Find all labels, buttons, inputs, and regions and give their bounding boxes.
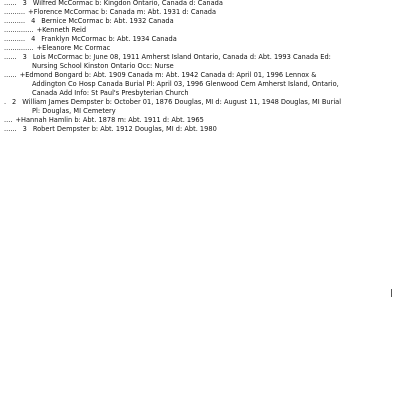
scan-mark [391, 289, 392, 297]
list-item [4, 98, 394, 107]
spouse-entry-continued: Addington Co Hosp Canada Burial Pl: April 03, 1996 Glenwood Cem Amherst Island, Ontario, [32, 80, 339, 88]
list-item [4, 26, 394, 35]
person-entry-continued: Pl: Douglas, MI Cemetery [32, 107, 116, 115]
generation-number: 3 [22, 0, 27, 7]
person-entry: Bernice McCormac b: Abt. 1932 Canada [41, 17, 174, 25]
list-item [4, 125, 394, 134]
person-entry: William James Dempster b: October 01, 1876 Douglas, MI d: August 11, 1948 Douglas, MI Burial [22, 98, 342, 106]
descendant-list [4, 0, 394, 134]
indent-dots: .............. [4, 26, 34, 34]
indent-dots: .......... [4, 17, 26, 25]
person-entry-continued: Nursing School Kinston Ontario Occ: Nurse [32, 62, 174, 70]
list-item-continuation [4, 62, 394, 71]
generation-number: 2 [12, 98, 17, 106]
indent-dots: ...... [4, 53, 17, 61]
list-item [4, 44, 394, 53]
person-entry: Franklyn McCormac b: Abt. 1934 Canada [41, 35, 177, 43]
indent-dots: ...... [4, 0, 17, 7]
spouse-entry: +Eleanore Mc Cormac [36, 44, 111, 52]
list-item [4, 17, 394, 26]
list-item [4, 116, 394, 125]
person-entry: Wilfred McCormac b: Kingdon Ontario, Canada d: Canada [32, 0, 223, 7]
generation-number: 3 [22, 53, 27, 61]
list-item-continuation [4, 80, 394, 89]
spouse-entry: +Kenneth Reid [36, 26, 87, 34]
generation-number: 4 [31, 35, 36, 43]
indent-dots: .......... [4, 35, 26, 43]
list-item [4, 53, 394, 62]
list-item [4, 35, 394, 44]
spouse-entry-continued: Canada Add Info: St Paul's Presbyterian Church [32, 89, 189, 97]
spouse-entry: +Hannah Hamlin b: Abt. 1878 m: Abt. 1911 d: Abt. 1965 [15, 116, 204, 124]
person-entry: Lois McCormac b: June 08, 1911 Amherst Island Ontario, Canada d: Abt. 1993 Canada Ed: [32, 53, 331, 61]
indent-dots: .......... [4, 8, 26, 16]
indent-dots: ...... [4, 71, 17, 79]
generation-number: 3 [22, 125, 27, 133]
spouse-entry: +Florence McCormac b: Canada m: Abt. 1931 d: Canada [28, 8, 217, 16]
indent-dots: .............. [4, 44, 34, 52]
indent-dots: ...... [4, 125, 17, 133]
spouse-entry: +Edmond Bongard b: Abt. 1909 Canada m: Abt. 1942 Canada d: April 01, 1996 Lennox & [19, 71, 317, 79]
indent-dots: .... [4, 116, 13, 124]
list-item [4, 0, 394, 8]
person-entry: Robert Dempster b: Abt. 1912 Douglas, MI d: Abt. 1980 [32, 125, 217, 133]
list-item [4, 71, 394, 80]
generation-number: 4 [31, 17, 36, 25]
list-item-continuation [4, 89, 394, 98]
list-item [4, 8, 394, 17]
indent-dots: . [4, 98, 7, 106]
list-item-continuation [4, 107, 394, 116]
